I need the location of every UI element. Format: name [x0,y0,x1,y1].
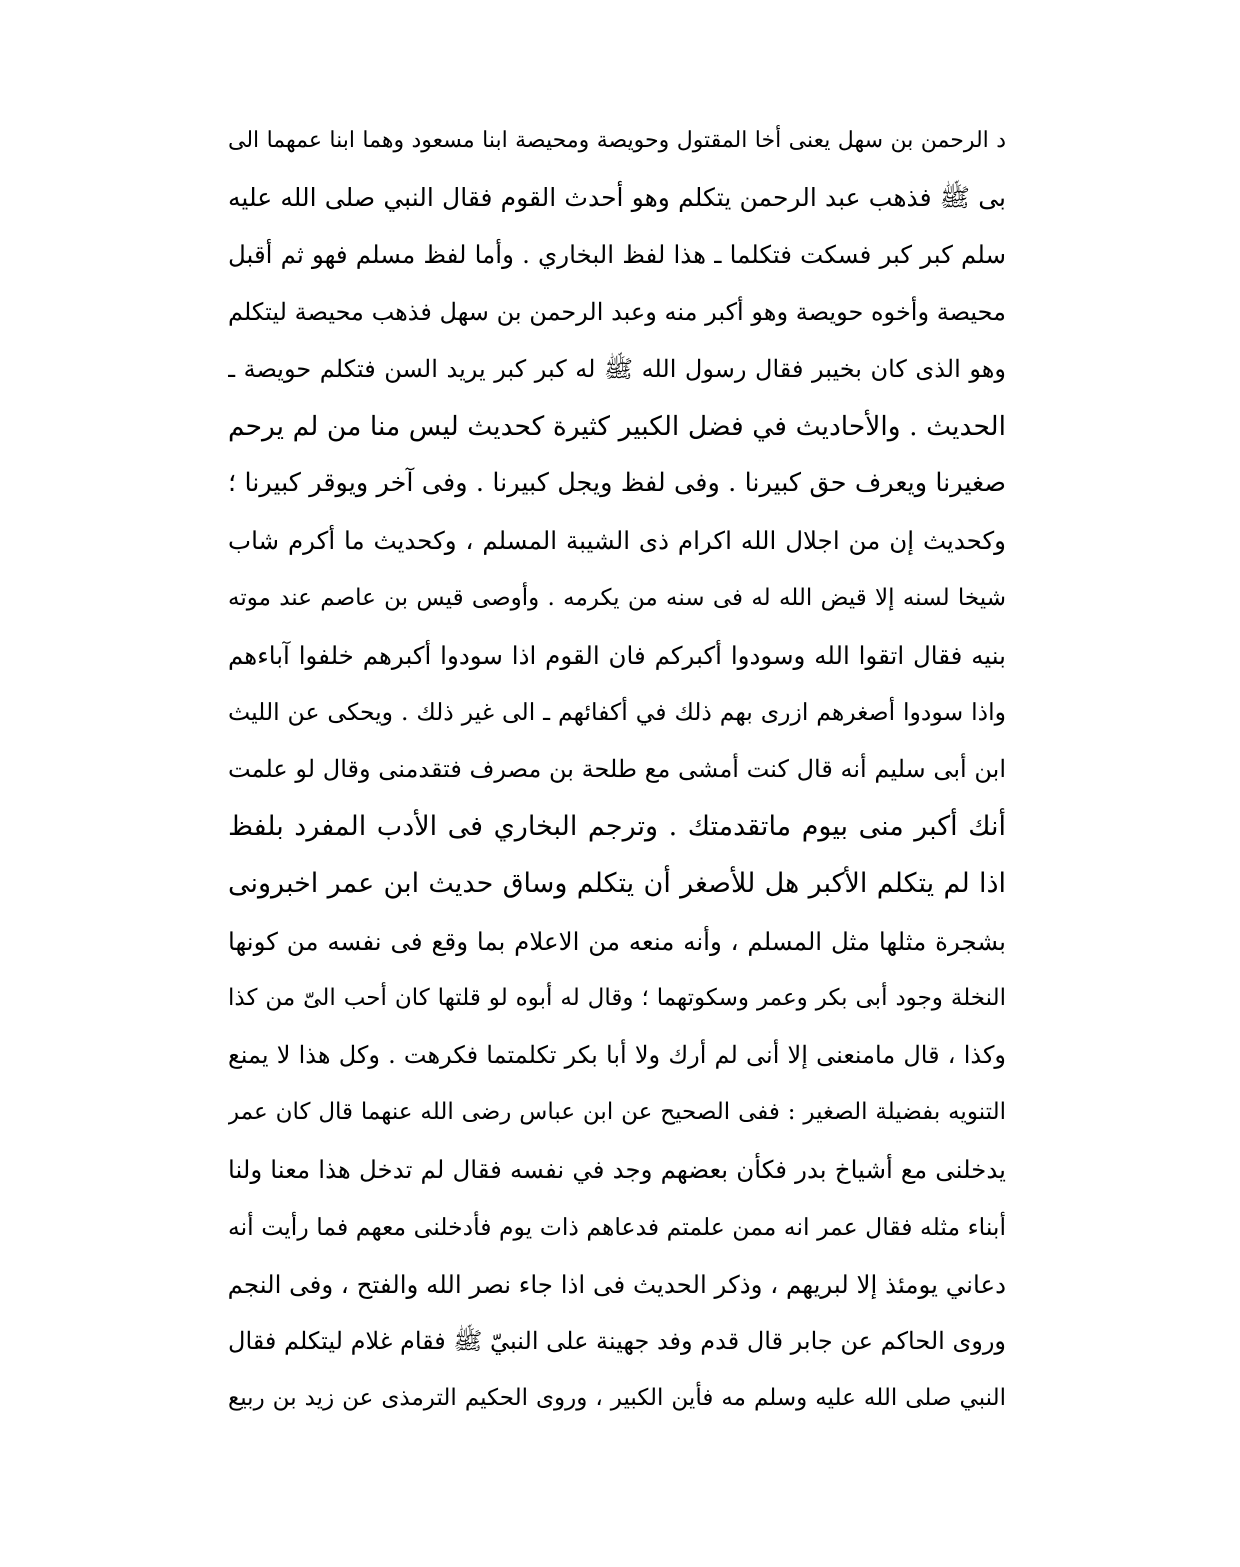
text-line: النبي صلى الله عليه وسلم مه فأين الكبير ، وروى الحكيم الترمذى عن زيد بن ربيع [228,1385,1006,1412]
text-line: يدخلنى مع أشياخ بدر فكأن بعضهم وجد في نفسه فقال لم تدخل هذا معنا ولنا [228,1155,1006,1185]
text-line: دعاني يومئذ إلا لبريهم ، وذكر الحديث فى اذا جاء نصر الله والفتح ، وفى النجم [228,1269,1006,1299]
text-line: التنويه بفضيلة الصغير : ففى الصحيح عن ابن عباس رضى الله عنهما قال كان عمر [228,1099,1006,1126]
text-line: اذا لم يتكلم الأكبر هل للأصغر أن يتكلم وساق حديث ابن عمر اخبرونى [228,868,1006,900]
text-line: د الرحمن بن سهل يعنى أخا المقتول وحويصة ومحيصة ابنا مسعود وهما ابنا عمهما الى [228,128,1006,153]
text-line: واذا سودوا أصغرهم ازرى بهم ذلك في أكفائهم ـ الى غير ذلك . ويحكى عن الليث [228,697,1006,726]
text-line: الحديث . والأحاديث في فضل الكبير كثيرة كحديث ليس منا من لم يرحم [228,410,1006,442]
text-line: بى ﷺ فذهب عبد الرحمن يتكلم وهو أحدث القوم فقال النبي صلى الله عليه [228,183,1006,213]
text-line: وروى الحاكم عن جابر قال قدم وفد جهينة على النبيّ ﷺ فقام غلام ليتكلم فقال [228,1326,1006,1355]
text-line: وكذا ، قال مامنعنى إلا أنى لم أرك ولا أبا بكر تكلمتما فكرهت . وكل هذا لا يمنع [228,1041,1006,1069]
text-line: أبناء مثله فقال عمر انه ممن علمتم فدعاهم ذات يوم فأدخلنى معهم فما رأيت أنه [228,1212,1006,1241]
text-line: ابن أبى سليم أنه قال كنت أمشى مع طلحة بن مصرف فتقدمنى وقال لو علمت [228,755,1006,784]
arabic-text-block [228,112,1006,1427]
text-line: شيخا لسنه إلا قيض الله له فى سنه من يكرمه . وأوصى قيس بن عاصم عند موته [228,584,1006,611]
text-line: النخلة وجود أبى بكر وعمر وسكوتهما ؛ وقال له أبوه لو قلتها كان أحب الىّ من كذا [228,984,1006,1011]
text-line: وكحديث إن من اجلال الله اكرام ذى الشيبة المسلم ، وكحديث ما أكرم شاب [228,526,1006,556]
text-line: بشجرة مثلها مثل المسلم ، وأنه منعه من الاعلام بما وقع فى نفسه من كونها [228,926,1006,956]
text-line: بنيه فقال اتقوا الله وسودوا أكبركم فان القوم اذا سودوا أكبرهم خلفوا آباءهم [228,640,1006,670]
text-line: وهو الذى كان بخيبر فقال رسول الله ﷺ له كبر كبر يريد السن فتكلم حويصة ـ [228,354,1006,383]
text-line: محيصة وأخوه حويصة وهو أكبر منه وعبد الرحمن بن سهل فذهب محيصة ليتكلم [228,297,1006,326]
text-line: سلم كبر كبر فسكت فتكلما ـ هذا لفظ البخاري . وأما لفظ مسلم فهو ثم أقبل [228,240,1006,270]
text-line: أنك أكبر منى بيوم ماتقدمتك . وترجم البخاري فى الأدب المفرد بلفظ [228,811,1006,843]
text-line: صغيرنا ويعرف حق كبيرنا . وفى لفظ ويجل كبيرنا . وفى آخر ويوقر كبيرنا ؛ [228,468,1006,499]
